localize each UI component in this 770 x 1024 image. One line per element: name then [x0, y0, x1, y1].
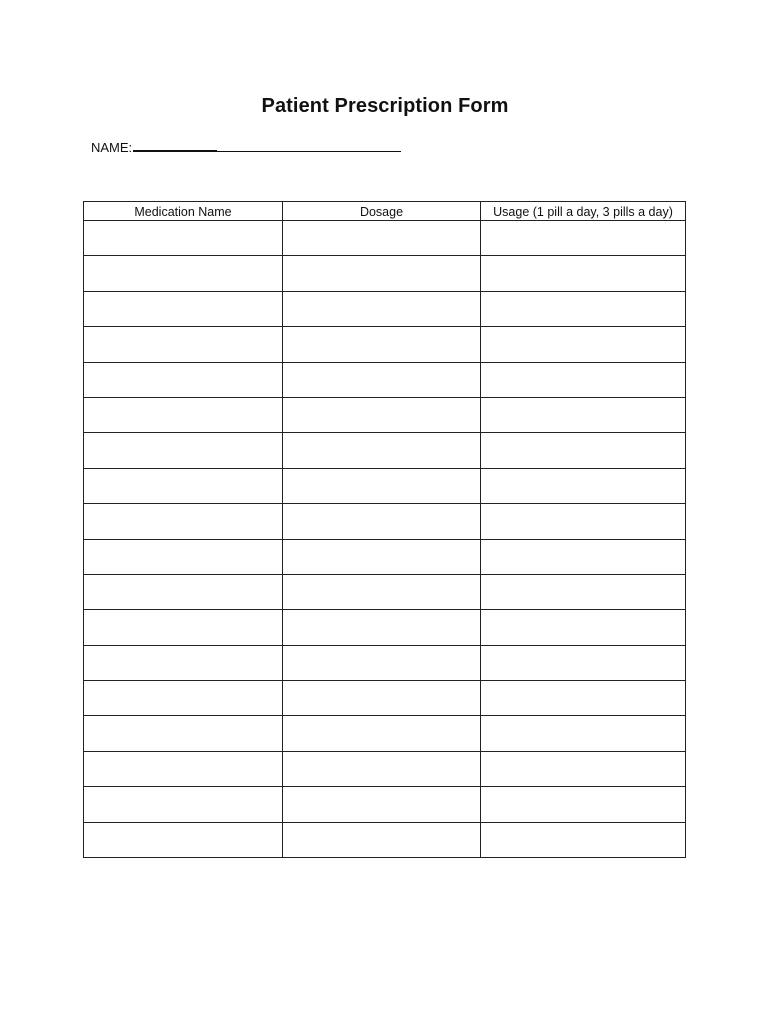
medication-name-cell[interactable]	[84, 610, 283, 645]
dosage-cell[interactable]	[283, 504, 481, 539]
medication-name-cell[interactable]	[84, 751, 283, 786]
medication-name-cell[interactable]	[84, 327, 283, 362]
usage-cell[interactable]	[481, 327, 686, 362]
table-row	[84, 362, 686, 397]
table-row	[84, 291, 686, 326]
medication-name-cell[interactable]	[84, 433, 283, 468]
usage-cell[interactable]	[481, 256, 686, 291]
dosage-cell[interactable]	[283, 574, 481, 609]
header-usage: Usage (1 pill a day, 3 pills a day)	[481, 202, 686, 221]
dosage-cell[interactable]	[283, 681, 481, 716]
table-row	[84, 681, 686, 716]
usage-cell[interactable]	[481, 397, 686, 432]
header-medication-name: Medication Name	[84, 202, 283, 221]
medication-name-cell[interactable]	[84, 256, 283, 291]
table-header-row	[84, 202, 686, 221]
medication-name-cell[interactable]	[84, 397, 283, 432]
table-row	[84, 504, 686, 539]
name-field-line-extension[interactable]	[217, 150, 401, 152]
table-row	[84, 610, 686, 645]
medication-table	[83, 201, 686, 858]
usage-cell[interactable]	[481, 362, 686, 397]
medication-name-cell[interactable]	[84, 468, 283, 503]
table-row	[84, 539, 686, 574]
usage-cell[interactable]	[481, 574, 686, 609]
usage-cell[interactable]	[481, 291, 686, 326]
dosage-cell[interactable]	[283, 397, 481, 432]
usage-cell[interactable]	[481, 645, 686, 680]
dosage-cell[interactable]	[283, 221, 481, 256]
usage-cell[interactable]	[481, 822, 686, 857]
table-row	[84, 751, 686, 786]
medication-name-cell[interactable]	[84, 291, 283, 326]
page-title: Patient Prescription Form	[261, 95, 509, 117]
dosage-cell[interactable]	[283, 610, 481, 645]
table-row	[84, 716, 686, 751]
table-row	[84, 397, 686, 432]
table-row	[84, 574, 686, 609]
dosage-cell[interactable]	[283, 539, 481, 574]
dosage-cell[interactable]	[283, 787, 481, 822]
medication-name-cell[interactable]	[84, 681, 283, 716]
dosage-cell[interactable]	[283, 716, 481, 751]
dosage-cell[interactable]	[283, 468, 481, 503]
table-row	[84, 327, 686, 362]
usage-cell[interactable]	[481, 751, 686, 786]
medication-name-cell[interactable]	[84, 716, 283, 751]
usage-cell[interactable]	[481, 539, 686, 574]
table-body	[84, 221, 686, 858]
table-row	[84, 787, 686, 822]
usage-cell[interactable]	[481, 468, 686, 503]
dosage-cell[interactable]	[283, 291, 481, 326]
name-label: NAME:	[91, 140, 133, 155]
medication-name-cell[interactable]	[84, 574, 283, 609]
usage-cell[interactable]	[481, 221, 686, 256]
dosage-cell[interactable]	[283, 822, 481, 857]
dosage-cell[interactable]	[283, 327, 481, 362]
table-row	[84, 645, 686, 680]
usage-cell[interactable]	[481, 787, 686, 822]
dosage-cell[interactable]	[283, 362, 481, 397]
medication-name-cell[interactable]	[84, 362, 283, 397]
medication-name-cell[interactable]	[84, 822, 283, 857]
usage-cell[interactable]	[481, 433, 686, 468]
dosage-cell[interactable]	[283, 433, 481, 468]
medication-name-cell[interactable]	[84, 221, 283, 256]
dosage-cell[interactable]	[283, 751, 481, 786]
medication-name-cell[interactable]	[84, 645, 283, 680]
name-field-line-primary[interactable]	[133, 149, 217, 152]
table-row	[84, 221, 686, 256]
header-dosage: Dosage	[283, 202, 481, 221]
medication-name-cell[interactable]	[84, 504, 283, 539]
table-row	[84, 433, 686, 468]
medication-name-cell[interactable]	[84, 787, 283, 822]
table-row	[84, 468, 686, 503]
usage-cell[interactable]	[481, 504, 686, 539]
usage-cell[interactable]	[481, 681, 686, 716]
dosage-cell[interactable]	[283, 645, 481, 680]
table-row	[84, 822, 686, 857]
usage-cell[interactable]	[481, 610, 686, 645]
usage-cell[interactable]	[481, 716, 686, 751]
table-row	[84, 256, 686, 291]
name-field-row	[91, 140, 401, 156]
medication-name-cell[interactable]	[84, 539, 283, 574]
dosage-cell[interactable]	[283, 256, 481, 291]
